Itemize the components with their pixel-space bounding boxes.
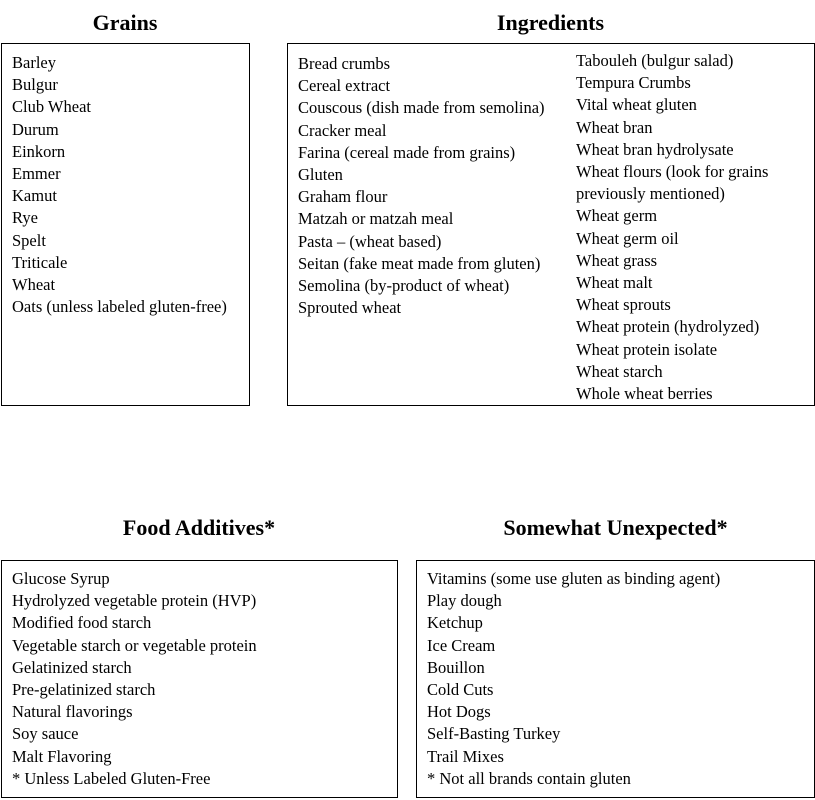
ingredients-list-item: Vital wheat gluten <box>576 95 697 115</box>
ingredients-list-item: Graham flour <box>298 187 388 207</box>
somewhat-unexpected-heading: Somewhat Unexpected* <box>503 515 728 540</box>
grains-list-item: Spelt <box>12 230 46 250</box>
ingredients-list-item: Pasta – (wheat based) <box>298 231 442 251</box>
grains-heading: Grains <box>92 10 158 35</box>
grains-list-item: Bulgur <box>12 75 58 95</box>
somewhat-unexpected-list-item: Cold Cuts <box>427 680 494 700</box>
grains-list-item: Barley <box>12 53 56 72</box>
ingredients-list-item: Wheat bran hydrolysate <box>576 139 734 159</box>
ingredients-right-column <box>576 50 808 405</box>
ingredients-box <box>287 43 815 406</box>
somewhat-unexpected-list-item: Bouillon <box>427 657 485 677</box>
ingredients-list-item: Couscous (dish made from semolina) <box>298 98 545 118</box>
ingredients-list-item: Farina (cereal made from grains) <box>298 142 516 162</box>
ingredients-list-item: Matzah or matzah meal <box>298 209 454 229</box>
food-additives-list-item: Vegetable starch or vegetable protein <box>12 635 257 655</box>
food-additives-list-item: Malt Flavoring <box>12 746 112 766</box>
ingredients-list-item: Bread crumbs <box>298 54 391 73</box>
food-additives-list-item: Soy sauce <box>12 724 79 744</box>
grains-list-item: Emmer <box>12 164 61 184</box>
food-additives-list-item: Modified food starch <box>12 613 152 633</box>
grains-list-item: Durum <box>12 119 59 139</box>
ingredients-list-item: Semolina (by-product of wheat) <box>298 276 510 296</box>
ingredients-list-item: Wheat bran <box>576 117 653 137</box>
ingredients-list-item: Wheat sprouts <box>576 295 671 315</box>
ingredients-list-item: Sprouted wheat <box>298 298 402 318</box>
grains-list-item: Wheat <box>12 275 56 295</box>
grains-list-item: Triticale <box>12 252 68 272</box>
food-additives-list-item: Hydrolyzed vegetable protein (HVP) <box>12 591 257 611</box>
ingredients-list-item: Wheat germ oil <box>576 228 679 248</box>
ingredients-list-item: Tabouleh (bulgur salad) <box>576 51 734 70</box>
ingredients-list-item: Wheat malt <box>576 273 653 293</box>
grains-list-item: Oats (unless labeled gluten-free) <box>12 297 227 317</box>
somewhat-unexpected-list-item: Trail Mixes <box>427 746 504 766</box>
somewhat-unexpected-list-item: Play dough <box>427 591 502 611</box>
somewhat-unexpected-list <box>427 568 814 790</box>
grains-list-item: Einkorn <box>12 141 66 161</box>
somewhat-unexpected-list-item: Vitamins (some use gluten as binding agent) <box>427 569 721 588</box>
food-additives-list-item: Gelatinized starch <box>12 657 132 677</box>
ingredients-list-item: Gluten <box>298 165 343 185</box>
somewhat-unexpected-box <box>416 560 815 798</box>
ingredients-list-item: Wheat flours (look for grains previously mentioned) <box>576 162 769 204</box>
ingredients-list-item: Wheat protein (hydrolyzed) <box>576 317 760 337</box>
food-additives-box <box>1 560 398 798</box>
food-additives-list <box>12 568 397 790</box>
ingredients-left-column <box>298 53 560 319</box>
ingredients-list-item: Whole wheat berries <box>576 384 713 404</box>
food-additives-heading: Food Additives* <box>122 515 276 540</box>
grains-box <box>1 43 250 406</box>
ingredients-list-item: Tempura Crumbs <box>576 73 691 93</box>
somewhat-unexpected-list-item: Ice Cream <box>427 635 496 655</box>
ingredients-list-item: Cracker meal <box>298 120 387 140</box>
food-additives-list-item: Natural flavorings <box>12 702 133 722</box>
ingredients-list-item: Wheat germ <box>576 206 658 226</box>
ingredients-list-item: Wheat starch <box>576 361 663 381</box>
grains-list-item: Rye <box>12 208 38 228</box>
somewhat-unexpected-list-item: Ketchup <box>427 613 483 633</box>
grains-list <box>12 52 237 318</box>
ingredients-list-item: Cereal extract <box>298 76 391 96</box>
somewhat-unexpected-list-item: Self-Basting Turkey <box>427 724 561 744</box>
ingredients-heading: Ingredients <box>496 10 605 35</box>
ingredients-list-item: Seitan (fake meat made from gluten) <box>298 253 541 273</box>
grains-list-item: Kamut <box>12 186 57 206</box>
ingredients-list-item: Wheat grass <box>576 250 658 270</box>
grains-list-item: Club Wheat <box>12 97 91 117</box>
food-additives-list-item: Glucose Syrup <box>12 569 110 588</box>
ingredients-list-item: Wheat protein isolate <box>576 339 718 359</box>
somewhat-unexpected-list-item: Hot Dogs <box>427 702 491 722</box>
food-additives-list-item: * Unless Labeled Gluten-Free <box>12 768 211 788</box>
somewhat-unexpected-list-item: * Not all brands contain gluten <box>427 768 631 788</box>
food-additives-list-item: Pre-gelatinized starch <box>12 680 156 700</box>
